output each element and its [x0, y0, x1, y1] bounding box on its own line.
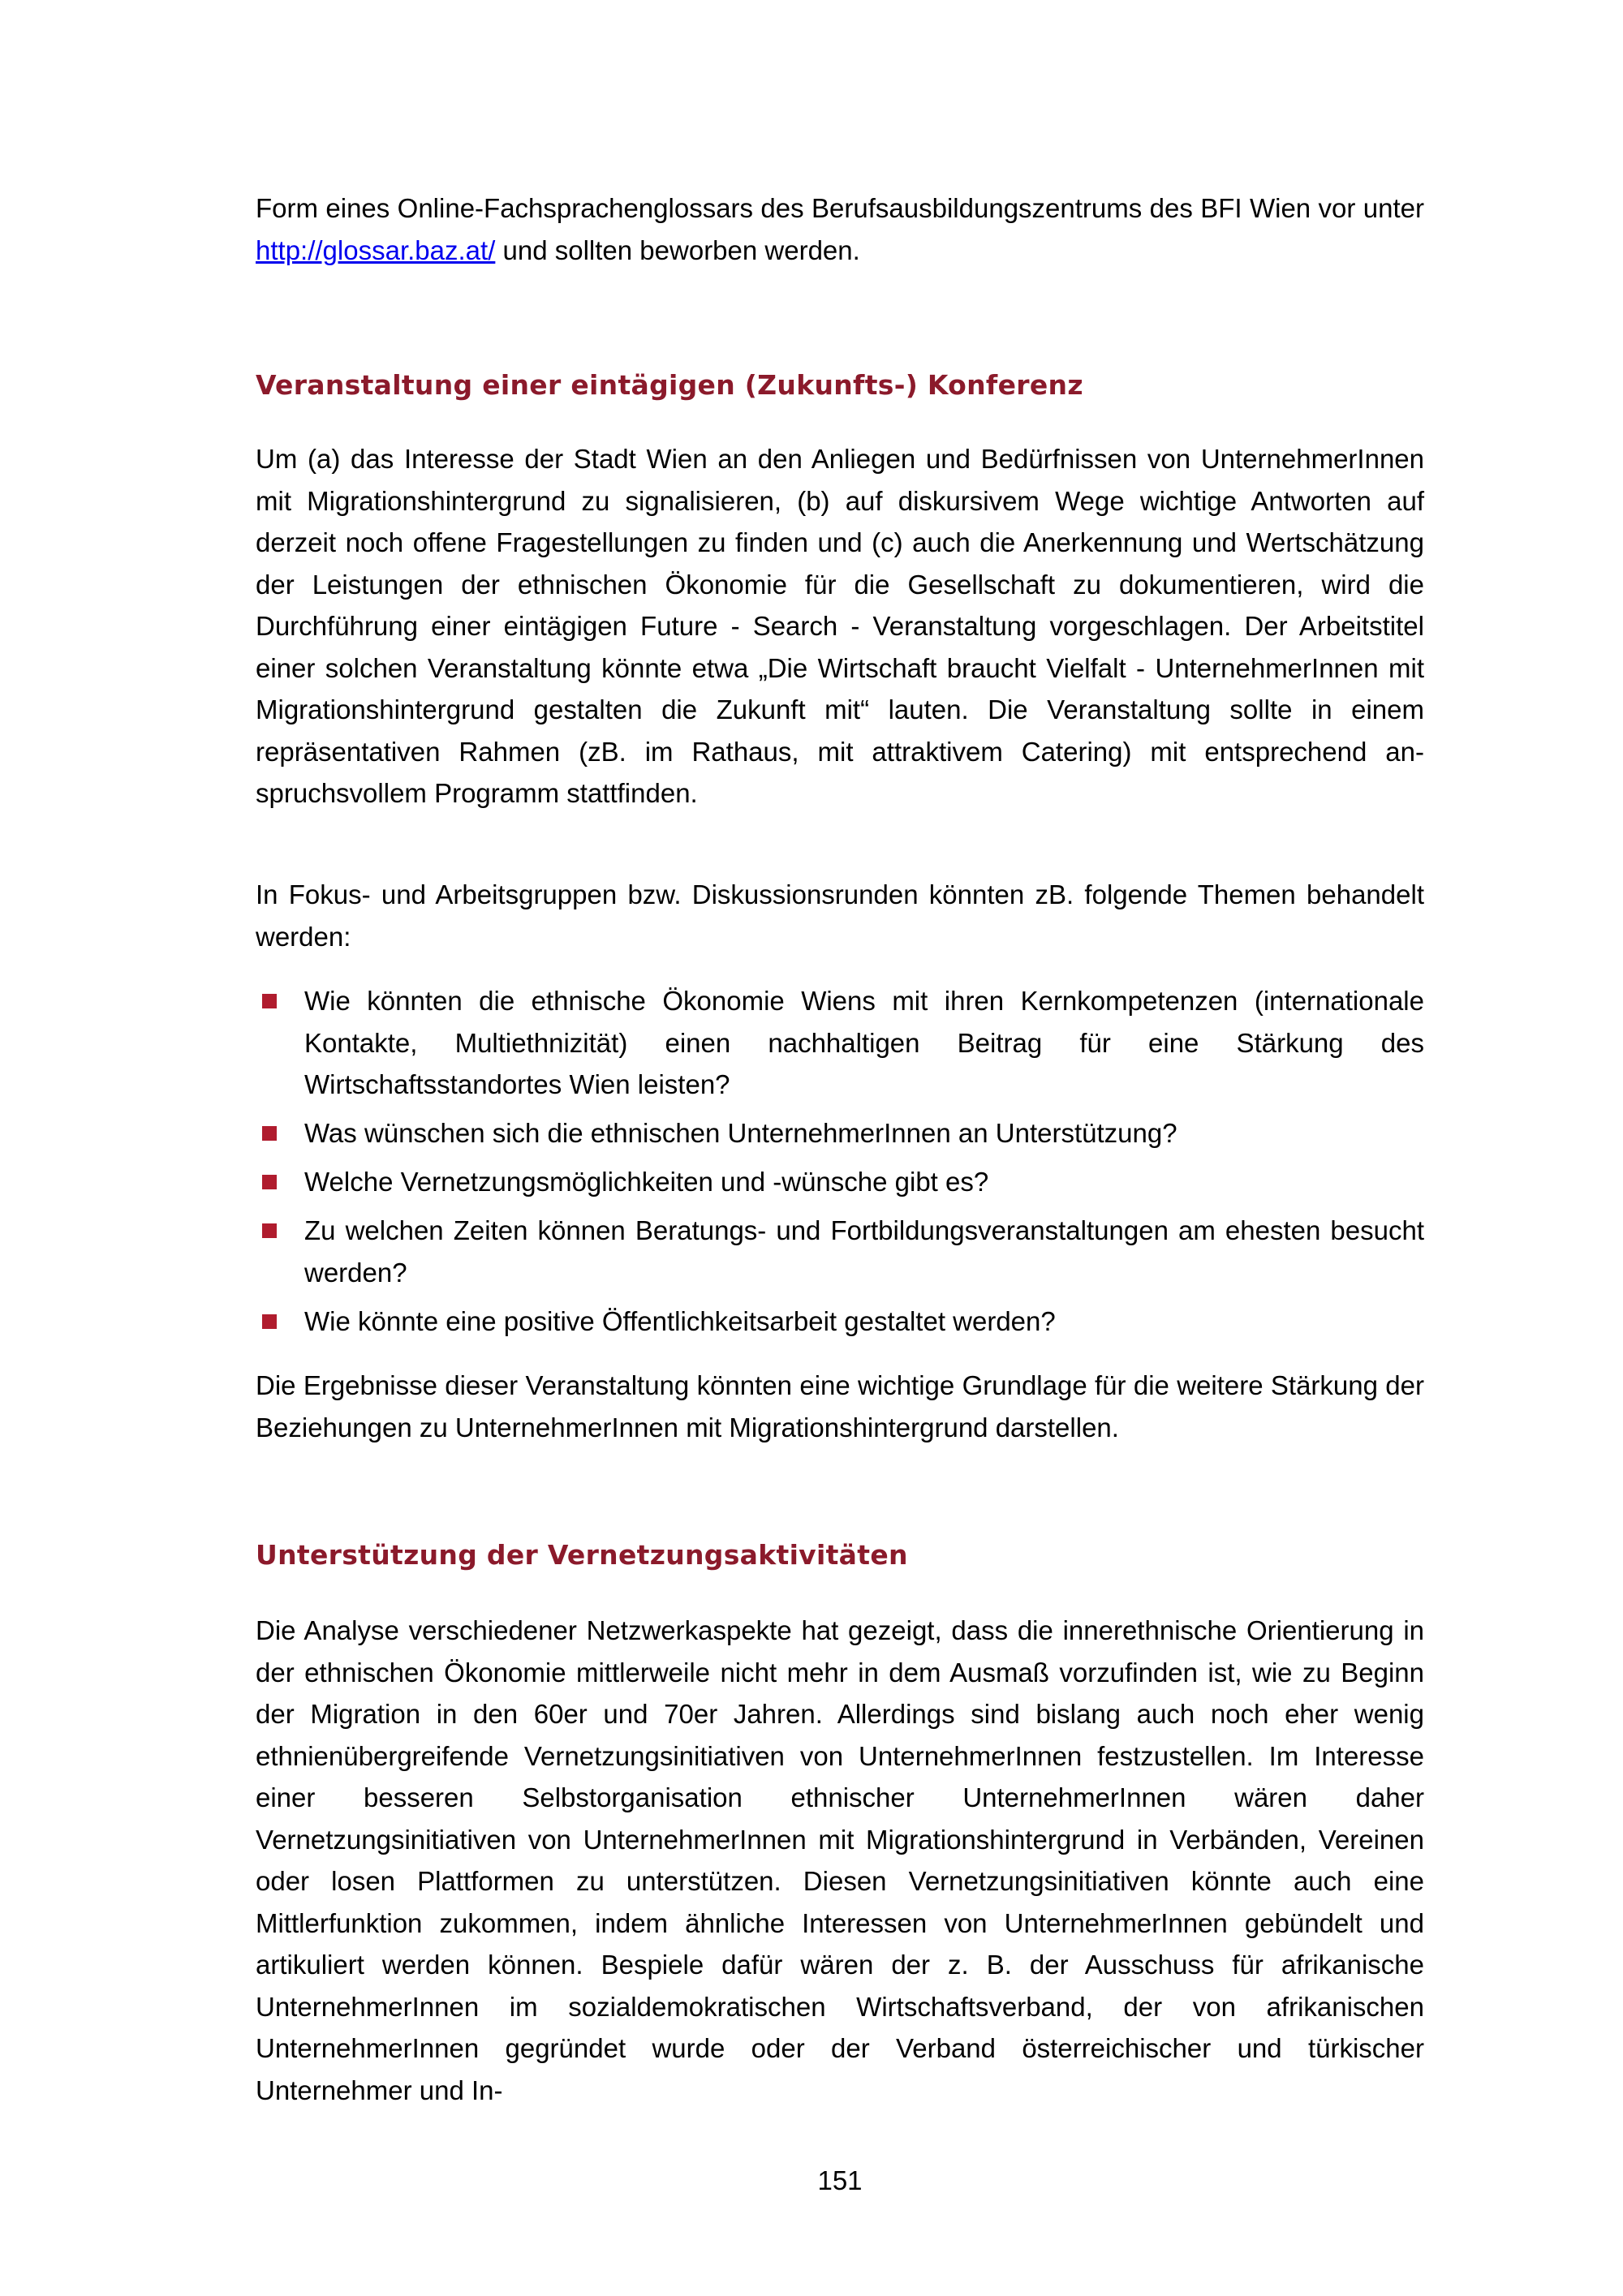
list-item-text: Zu welchen Zeiten können Beratungs- und Fortbildungsveranstaltungen am ehesten besucht werden? [304, 1215, 1424, 1288]
section-heading-networking: Unterstützung der Vernetzungsaktivitäten [256, 1539, 908, 1571]
conference-paragraph: Um (a) das Interesse der Stadt Wien an den Anliegen und Bedürfnissen von UnternehmerInnen mit Migrationshintergrund zu signalisieren, (b) auf diskursivem Wege wichtige Antworten auf derzeit noch offene Fragestellungen zu finden und (c) auch die Anerkennung und Wertschätzung der Leistungen der ethnischen Ökonomie für die Gesellschaft zu dokumentieren, wird die Durchführung einer eintägigen Future - Search - Veranstaltung vorgeschlagen. Der Arbeitstitel einer solchen Veranstaltung könnte etwa „Die Wirtschaft braucht Vielfalt - UnternehmerInnen mit Migrationshintergrund gestalten die Zukunft mit“ lauten. Die Veranstaltung sollte in einem repräsentativen Rahmen (zB. im Rathaus, mit attraktivem Catering) mit entsprechend anspruchsvollem Programm stattfinden. [256, 444, 1424, 808]
list-item-text: Wie könnten die ethnische Ökonomie Wiens mit ihren Kernkompetenzen (internationale Kontakte, Multiethnizität) einen nachhaltigen Beitrag für eine Stärkung des Wirtschaftsstandortes Wien leisten? [304, 986, 1424, 1099]
square-bullet-icon [262, 994, 277, 1008]
page-number: 151 [817, 2165, 863, 2195]
intro-text-after-link: und sollten beworben werden. [495, 234, 860, 265]
intro-text-before-link: Form eines Online-Fachsprachenglossars des Berufsausbildungszentrums des BFI Wien vor unter [256, 193, 1424, 223]
square-bullet-icon [262, 1126, 277, 1141]
section-heading-conference: Veranstaltung einer eintägigen (Zukunfts-) Konferenz [256, 369, 1083, 401]
square-bullet-icon [262, 1223, 277, 1238]
topics-bullet-list [256, 980, 1424, 1349]
list-item [256, 1301, 1424, 1343]
results-paragraph: Die Ergebnisse dieser Veranstaltung könnten eine wichtige Grundlage für die weitere Stärkung der Beziehungen zu UnternehmerInnen mit Migrationshintergrund darstellen. [256, 1370, 1424, 1443]
list-item [256, 980, 1424, 1106]
square-bullet-icon [262, 1314, 277, 1329]
intro-paragraph [256, 187, 1424, 271]
list-item-text: Wie könnte eine positive Öffentlichkeitsarbeit gestaltet werden? [304, 1305, 1056, 1336]
list-item [256, 1210, 1424, 1293]
list-item-text: Welche Vernetzungsmöglichkeiten und -wünsche gibt es? [304, 1167, 989, 1197]
topics-intro-paragraph: In Fokus- und Arbeitsgruppen bzw. Diskussionsrunden könnten zB. folgende Themen behandelt werden: [256, 879, 1424, 952]
networking-paragraph: Die Analyse verschiedener Netzwerkaspekte hat gezeigt, dass die innerethnische Orientierung in der ethnischen Ökonomie mittlerweile nicht mehr in dem Ausmaß vorzufinden ist, wie zu Beginn der Migration in den 60er und 70er Jahren. Allerdings sind bislang auch noch eher wenig ethnienübergreifende Vernetzungsinitiativen von UnternehmerInnen festzustellen. Im Interesse einer besseren Selbstorganisation ethnischer UnternehmerInnen wären daher Vernetzungsinitiativen von UnternehmerInnen mit Migrationshintergrund in Verbänden, Vereinen oder losen Plattformen zu unterstützen. Diesen Vernetzungsinitiativen könnte auch eine Mittlerfunktion zukommen, indem ähnliche Interessen von UnternehmerInnen gebündelt und artikuliert werden können. Bespiele dafür wären der z. B. der Ausschuss für afrikanische UnternehmerInnen im sozialdemokratischen Wirtschaftsverband, der von afrikanischen UnternehmerInnen gegründet wurde oder der Verband österreichischer und türkischer Unternehmer und In- [256, 1615, 1424, 2105]
square-bullet-icon [262, 1175, 277, 1189]
list-item-text: Was wünschen sich die ethnischen UnternehmerInnen an Unterstützung? [304, 1118, 1177, 1148]
list-item [256, 1161, 1424, 1203]
list-item [256, 1112, 1424, 1154]
glossary-link[interactable]: http://glossar.baz.at/ [256, 234, 496, 265]
